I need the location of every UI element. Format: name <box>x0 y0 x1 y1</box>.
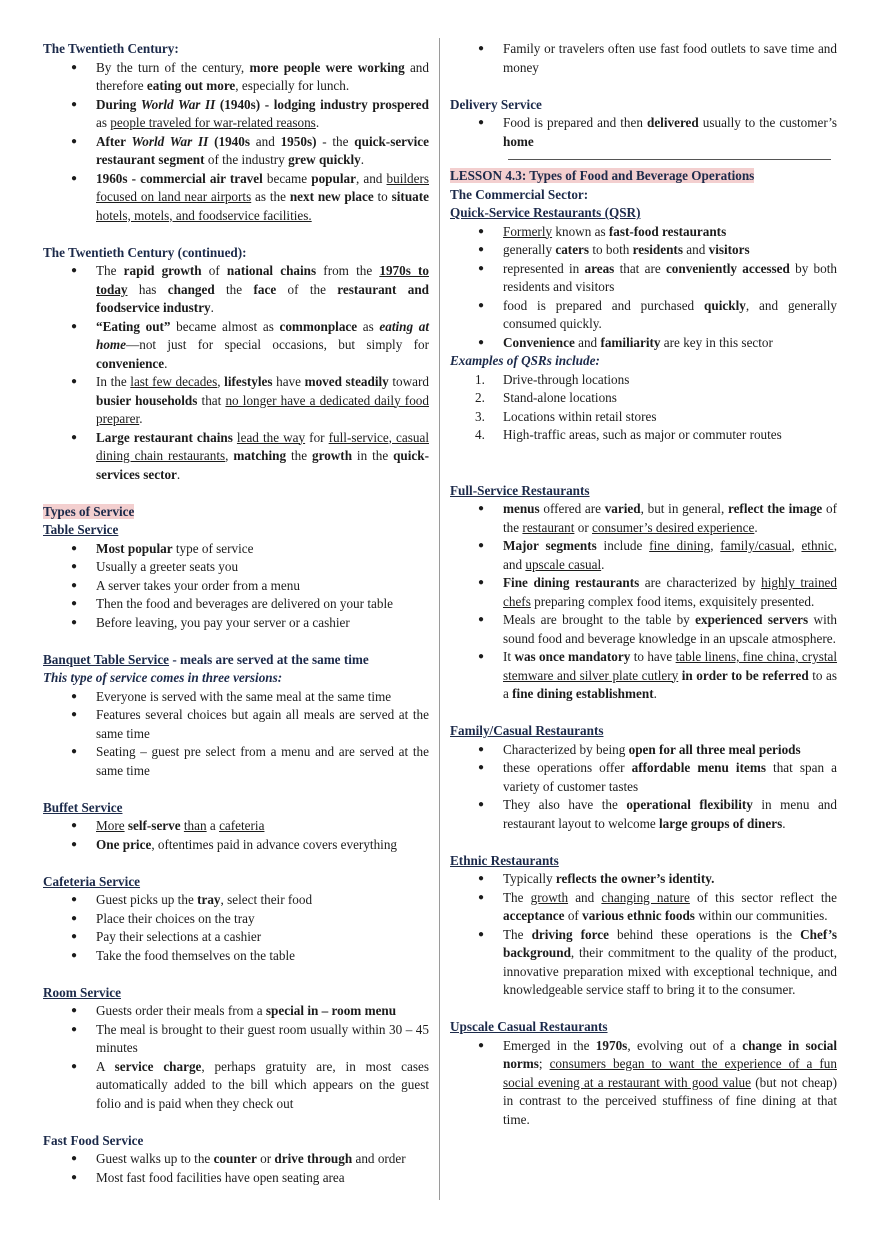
family-casual-title: Family/Casual Restaurants <box>450 723 604 738</box>
bullet-list <box>43 891 429 965</box>
list-item: ● Pay their selections at a cashier <box>43 928 429 947</box>
qsr-title: Quick-Service Restaurants (QSR) <box>450 205 641 220</box>
types-of-service-section <box>43 503 429 1188</box>
list-item: ● By the turn of the century, more people were working and therefore eating out more, especially for lunch. <box>43 59 429 96</box>
list-item: ● The growth and changing nature of this sector reflect the acceptance of various ethnic foods within our communities. <box>450 889 837 926</box>
table-service-title: Table Service <box>43 522 119 537</box>
numbered-list <box>450 371 837 445</box>
list-item: ● food is prepared and purchased quickly, and generally consumed quickly. <box>450 297 837 334</box>
list-item: ● It was once mandatory to have table linens, fine china, crystal stemware and silver plate cutlery in order to be referred to as a fine dining establishment. <box>450 648 837 704</box>
list-item: ● Most popular type of service <box>43 540 429 559</box>
bullet-list <box>43 688 429 781</box>
list-item: ● Place their choices on the tray <box>43 910 429 929</box>
bullet-list <box>450 1037 837 1130</box>
qsr-examples-title: Examples of QSRs include: <box>450 353 600 368</box>
highlighted-heading: Types of Service <box>43 503 135 519</box>
banquet-service-title: Banquet Table Service - meals are served at the same time <box>43 651 369 667</box>
bullet-list <box>450 223 837 353</box>
full-service-title: Full-Service Restaurants <box>450 482 590 498</box>
numbered-item: 1. Drive-through locations <box>475 371 630 387</box>
section-title <box>43 503 429 522</box>
list-item: ● Guests order their meals from a special in – room menu <box>43 1002 429 1021</box>
list-item: ● Everyone is served with the same meal at the same time <box>43 688 429 707</box>
lesson-title: LESSON 4.3: Types of Food and Beverage Operations <box>450 168 755 183</box>
list-item: ● In the last few decades, lifestyles have moved steadily toward busier households that no longer have a dedicated daily food preparer. <box>43 373 429 429</box>
ethnic-title: Ethnic Restaurants <box>450 852 559 868</box>
list-item: ● Fine dining restaurants are characterized by highly trained chefs preparing complex food items, exquisitely presented. <box>450 574 837 611</box>
list-item: ● The driving force behind these operations is the Chef’s background, their commitment to the quality of the product, innovative preparation mixed with exceptional technique, and knowledgeable service staff to bring it to the consumer. <box>450 926 837 1000</box>
bullet-list <box>43 817 429 854</box>
delivery-service-title: Delivery Service <box>450 96 542 112</box>
list-item: ● Food is prepared and then delivered usually to the customer’s home <box>450 114 837 151</box>
list-item: ● these operations offer affordable menu items that span a variety of customer tastes <box>450 759 837 796</box>
list-item: ● Most fast food facilities have open seating area <box>43 1169 429 1188</box>
bullet-list <box>43 540 429 633</box>
list-item: ● Before leaving, you pay your server or a cashier <box>43 614 429 633</box>
list-item: ● One price, oftentimes paid in advance covers everything <box>43 836 429 855</box>
list-item: ● The meal is brought to their guest room usually within 30 – 45 minutes <box>43 1021 429 1058</box>
list-item: ● generally caters to both residents and visitors <box>450 241 837 260</box>
list-item: ● After World War II (1940s and 1950s) - the quick-service restaurant segment of the industry grew quickly. <box>43 133 429 170</box>
section-title: The Twentieth Century: <box>43 41 179 56</box>
list-item: ● Emerged in the 1970s, evolving out of a change in social norms; consumers began to want the experience of a fun social evening at a restaurant with good value (but not cheap) in contrast to the perceived stuffiness of fine dining at that time. <box>450 1037 837 1130</box>
list-item: ● Large restaurant chains lead the way for full-service, casual dining chain restaurants, matching the growth in the quick-services sector. <box>43 429 429 485</box>
list-item: ● Family or travelers often use fast food outlets to save time and money <box>450 40 837 77</box>
list-item: ● Formerly known as fast-food restaurants <box>450 223 837 242</box>
list-item: ● Features several choices but again all meals are served at the same time <box>43 706 429 743</box>
left-column <box>43 40 429 1187</box>
delivery-service-section <box>450 96 837 152</box>
lesson-section <box>450 167 837 1129</box>
column-divider <box>439 38 440 1200</box>
list-item: ● A service charge, perhaps gratuity are, in most cases automatically added to the bill which appears on the guest folio and is paid when they check out <box>43 1058 429 1114</box>
buffet-service-title: Buffet Service <box>43 799 123 815</box>
upscale-casual-title: Upscale Casual Restaurants <box>450 1019 608 1034</box>
list-item: ● Characterized by being open for all three meal periods <box>450 741 837 760</box>
fast-food-service-title: Fast Food Service <box>43 1132 144 1148</box>
list-item: ● Meals are brought to the table by experienced servers with sound food and beverage knowledge in an upscale atmosphere. <box>450 611 837 648</box>
numbered-item: 2. Stand-alone locations <box>475 390 617 405</box>
horizontal-rule <box>508 159 831 160</box>
list-item: ● More self-serve than a cafeteria <box>43 817 429 836</box>
twentieth-century-continued-section <box>43 244 429 485</box>
sector-title: The Commercial Sector: <box>450 186 589 202</box>
banquet-subtitle: This type of service comes in three versions: <box>43 670 283 685</box>
bullet-list <box>450 40 837 77</box>
list-item: ● represented in areas that are conveniently accessed by both residents and visitors <box>450 260 837 297</box>
bullet-list <box>450 500 837 704</box>
list-item: ● Typically reflects the owner’s identity. <box>450 870 837 889</box>
numbered-item: 4. High-traffic areas, such as major or commuter routes <box>475 427 782 442</box>
right-column <box>450 40 837 1129</box>
list-item: ● Take the food themselves on the table <box>43 947 429 966</box>
numbered-item: 3. Locations within retail stores <box>475 408 657 424</box>
cafeteria-service-title: Cafeteria Service <box>43 873 141 889</box>
list-item: ● They also have the operational flexibility in menu and restaurant layout to welcome large groups of diners. <box>450 796 837 833</box>
list-item: ● Guest picks up the tray, select their food <box>43 891 429 910</box>
bullet-list <box>450 741 837 834</box>
list-item: ● menus offered are varied, but in general, reflect the image of the restaurant or consumer’s desired experience. <box>450 500 837 537</box>
list-item: ● Major segments include fine dining, family/casual, ethnic, and upscale casual. <box>450 537 837 574</box>
room-service-title: Room Service <box>43 984 121 1000</box>
list-item: ● Then the food and beverages are delivered on your table <box>43 595 429 614</box>
twentieth-century-section <box>43 40 429 225</box>
list-item: ● “Eating out” became almost as commonplace as eating at home—not just for special occasions, but simply for convenience. <box>43 318 429 374</box>
bullet-list <box>43 59 429 226</box>
section-title: The Twentieth Century (continued): <box>43 244 247 260</box>
list-item: ● Usually a greeter seats you <box>43 558 429 577</box>
bullet-list <box>450 870 837 1000</box>
list-item: ● A server takes your order from a menu <box>43 577 429 596</box>
bullet-list <box>43 262 429 484</box>
list-item: ● 1960s - commercial air travel became popular, and builders focused on land near airports as the next new place to situate hotels, motels, and foodservice facilities. <box>43 170 429 226</box>
bullet-list <box>43 1002 429 1113</box>
list-item: ● Guest walks up to the counter or drive through and order <box>43 1150 429 1169</box>
list-item: ● The rapid growth of national chains from the 1970s to today has changed the face of the restaurant and foodservice industry. <box>43 262 429 318</box>
list-item: ● Convenience and familiarity are key in this sector <box>450 334 837 353</box>
bullet-list <box>43 1150 429 1187</box>
list-item: ● Seating – guest pre select from a menu and are served at the same time <box>43 743 429 780</box>
list-item: ● During World War II (1940s) - lodging industry prospered as people traveled for war-related reasons. <box>43 96 429 133</box>
bullet-list <box>450 114 837 151</box>
